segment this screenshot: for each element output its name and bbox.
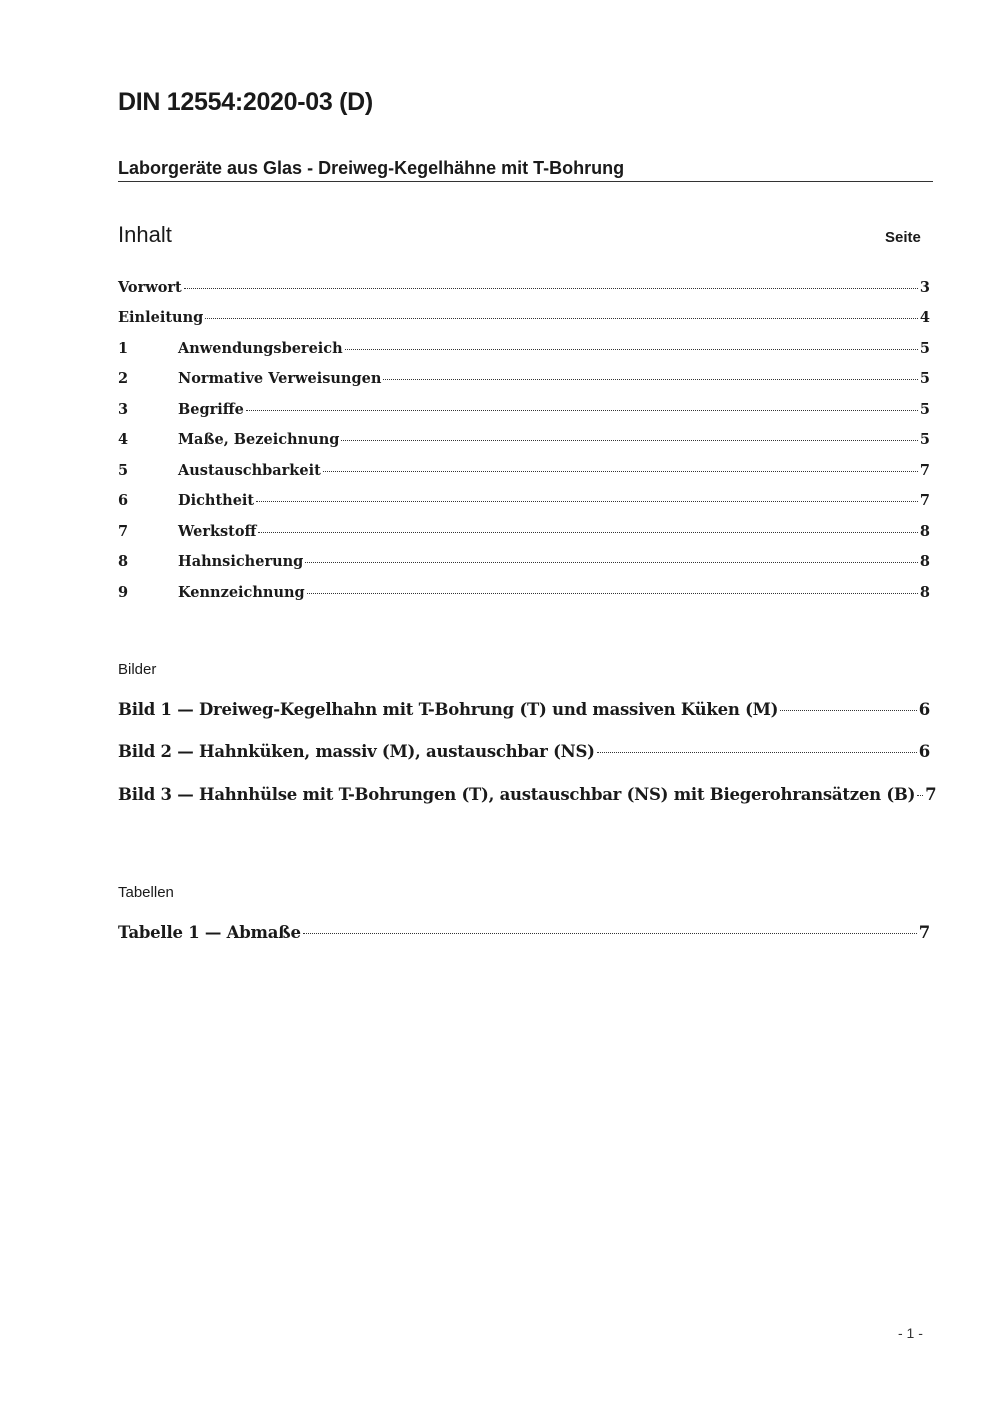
toc-entry-page: 5: [919, 431, 930, 448]
toc-entry-number: 6: [118, 492, 129, 509]
toc-entry-page: 7: [919, 492, 930, 509]
document-title: DIN 12554:2020-03 (D): [118, 88, 373, 116]
figure-entry-page: 6: [918, 700, 930, 719]
toc-entry-page: 7: [919, 462, 930, 479]
toc-entry-label: Vorwort: [118, 279, 182, 296]
tables-heading: Tabellen: [118, 884, 174, 901]
figure-entry-1[interactable]: [118, 700, 930, 726]
toc-entry-label: Werkstoff: [178, 523, 257, 540]
toc-entry-3[interactable]: [118, 401, 930, 423]
dot-leader: [305, 562, 918, 563]
toc-entry-number: 7: [118, 523, 129, 540]
toc-entry-label: Einleitung: [118, 309, 204, 326]
toc-entry-number: 9: [118, 584, 129, 601]
toc-entry-page: 5: [919, 340, 930, 357]
toc-entry-label: Dichtheit: [178, 492, 255, 509]
toc-entry-2[interactable]: [118, 370, 930, 392]
toc-entry-page: 8: [919, 523, 930, 540]
figure-entry-2[interactable]: [118, 742, 930, 768]
toc-entry-label: Begriffe: [178, 401, 244, 418]
dot-leader: [323, 471, 918, 472]
dot-leader: [341, 440, 918, 441]
dot-leader: [205, 318, 918, 319]
table-entry-label: Tabelle 1 — Abmaße: [118, 923, 301, 942]
figure-entry-3[interactable]: [118, 785, 937, 811]
dot-leader: [383, 379, 918, 380]
toc-heading: Inhalt: [118, 222, 172, 247]
document-subtitle: Laborgeräte aus Glas - Dreiweg-Kegelhähne mit T-Bohrung: [118, 158, 933, 182]
figure-entry-label: Bild 3 — Hahnhülse mit T-Bohrungen (T), austauschbar (NS) mit Biegerohransätzen (B): [118, 785, 916, 804]
dot-leader: [303, 933, 917, 934]
toc-entry-label: Maße, Bezeichnung: [178, 431, 340, 448]
figure-entry-label: Bild 2 — Hahnküken, massiv (M), austauschbar (NS): [118, 742, 595, 761]
dot-leader: [258, 532, 917, 533]
page-column-label: Seite: [885, 229, 921, 246]
dot-leader: [246, 410, 918, 411]
toc-entry-number: 3: [118, 401, 129, 418]
toc-entry-5[interactable]: [118, 462, 930, 484]
toc-entry-label: Austauschbarkeit: [178, 462, 321, 479]
toc-entry-einleitung[interactable]: [118, 309, 930, 331]
toc-entry-label: Normative Verweisungen: [178, 370, 382, 387]
toc-entry-page: 4: [919, 309, 930, 326]
dot-leader: [256, 501, 918, 502]
toc-entry-page: 3: [919, 279, 930, 296]
dot-leader: [780, 710, 917, 711]
toc-entry-page: 5: [919, 370, 930, 387]
toc-entry-label: Kennzeichnung: [178, 584, 305, 601]
toc-entry-8[interactable]: [118, 553, 930, 575]
toc-entry-number: 2: [118, 370, 129, 387]
dot-leader: [307, 593, 918, 594]
toc-entry-number: 4: [118, 431, 129, 448]
toc-entry-number: 8: [118, 553, 129, 570]
dot-leader: [917, 795, 923, 796]
toc-entry-6[interactable]: [118, 492, 930, 514]
figure-entry-page: 6: [918, 742, 930, 761]
figure-entry-label: Bild 1 — Dreiweg-Kegelhahn mit T-Bohrung (T) und massiven Küken (M): [118, 700, 779, 719]
toc-entry-9[interactable]: [118, 584, 930, 606]
dot-leader: [184, 288, 918, 289]
table-entry-1[interactable]: [118, 923, 930, 949]
toc-entry-4[interactable]: [118, 431, 930, 453]
dot-leader: [597, 752, 917, 753]
toc-entry-label: Anwendungsbereich: [178, 340, 343, 357]
toc-entry-page: 5: [919, 401, 930, 418]
toc-entry-page: 8: [919, 584, 930, 601]
toc-entry-number: 1: [118, 340, 129, 357]
toc-entry-number: 5: [118, 462, 129, 479]
toc-entry-7[interactable]: [118, 523, 930, 545]
toc-entry-vorwort[interactable]: [118, 279, 930, 301]
dot-leader: [345, 349, 918, 350]
figure-entry-page: 7: [925, 785, 937, 804]
toc-entry-1[interactable]: [118, 340, 930, 362]
footer-page-number: - 1 -: [898, 1325, 923, 1341]
toc-entry-label: Hahnsicherung: [178, 553, 304, 570]
figures-heading: Bilder: [118, 661, 157, 678]
table-entry-page: 7: [918, 923, 930, 942]
toc-entry-page: 8: [919, 553, 930, 570]
